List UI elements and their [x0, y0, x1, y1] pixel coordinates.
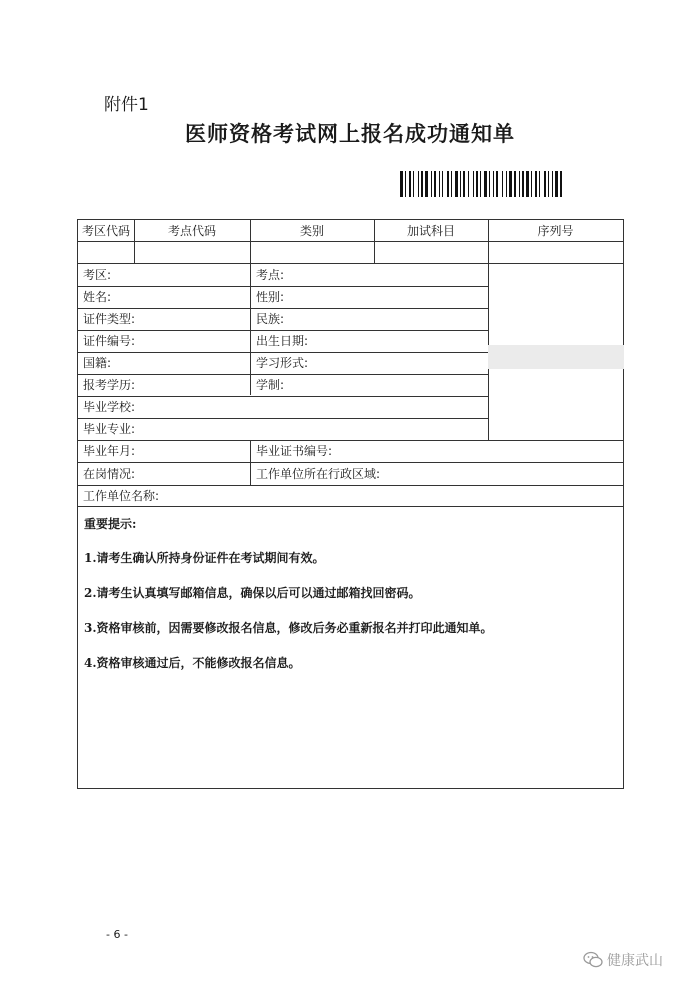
field-birth-date: 出生日期: — [256, 334, 309, 348]
header-exam-site-code: 考点代码 — [167, 224, 216, 238]
field-gender: 性别: — [256, 290, 285, 304]
field-name: 姓名: — [83, 290, 112, 304]
field-nationality: 国籍: — [83, 356, 112, 370]
field-study-form: 学习形式: — [256, 356, 309, 370]
field-exam-area: 考区: — [83, 268, 112, 282]
wechat-icon — [583, 951, 603, 969]
notice-item: 2.请考生认真填写邮箱信息，确保以后可以通过邮箱找回密码。 — [84, 586, 421, 600]
field-education: 报考学历: — [83, 378, 136, 392]
field-graduate-major: 毕业专业: — [83, 422, 136, 436]
field-employment-status: 在岗情况: — [83, 467, 136, 481]
field-ethnicity: 民族: — [256, 312, 285, 326]
header-serial-number: 序列号 — [537, 224, 574, 238]
field-work-unit-name: 工作单位名称: — [83, 489, 160, 503]
photo-area — [488, 345, 624, 369]
barcode — [400, 171, 640, 197]
field-id-type: 证件类型: — [83, 312, 136, 326]
field-work-region: 工作单位所在行政区域: — [256, 467, 381, 481]
header-exam-area-code: 考区代码 — [81, 224, 130, 238]
field-school-length: 学制: — [256, 378, 285, 392]
header-category: 类别 — [299, 224, 324, 238]
watermark — [583, 950, 663, 970]
field-graduate-school: 毕业学校: — [83, 400, 136, 414]
notice-title: 重要提示: — [84, 517, 137, 531]
field-id-number: 证件编号: — [83, 334, 136, 348]
page-number: - 6 - — [106, 928, 128, 941]
page-title: 医师资格考试网上报名成功通知单 — [185, 121, 515, 146]
attachment-label: 附件1 — [104, 95, 149, 115]
notice-item: 1.请考生确认所持身份证件在考试期间有效。 — [84, 551, 325, 565]
notice-item: 4.资格审核通过后，不能修改报名信息。 — [84, 656, 301, 670]
field-certificate-number: 毕业证书编号: — [256, 444, 333, 458]
field-graduate-year: 毕业年月: — [83, 444, 136, 458]
watermark-text: 健康武山 — [607, 953, 663, 969]
header-extra-subject: 加试科目 — [406, 224, 455, 238]
field-exam-site: 考点: — [256, 268, 285, 282]
registration-form — [77, 219, 624, 789]
notice-item: 3.资格审核前，因需要修改报名信息，修改后务必重新报名并打印此通知单。 — [84, 621, 493, 635]
